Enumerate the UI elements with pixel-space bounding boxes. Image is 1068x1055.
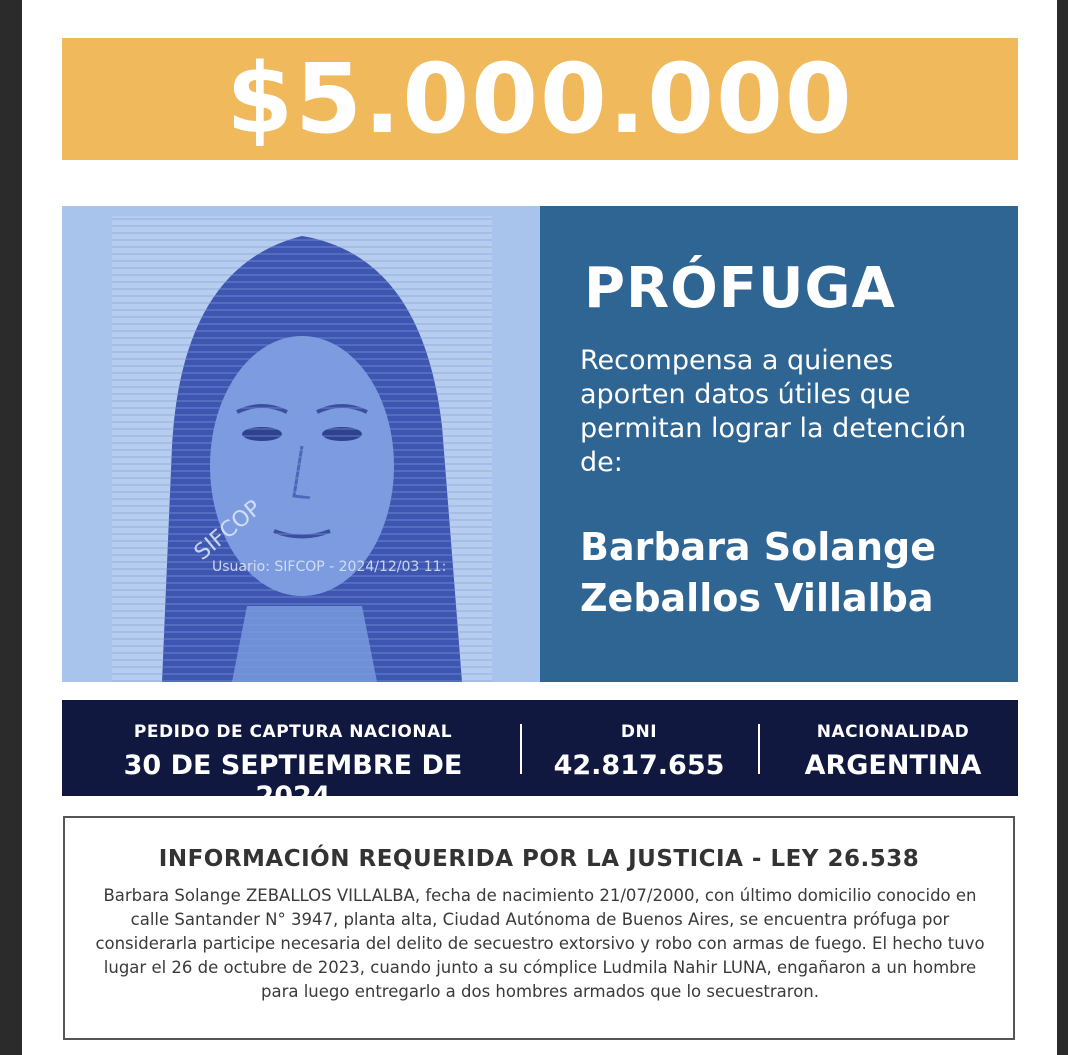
capture-order [86,700,500,812]
legal-info-box [63,816,1015,1040]
capture-label: PEDIDO DE CAPTURA NACIONAL [133,722,453,742]
name-line-1: Barbara Solange [580,525,936,569]
name-line-2: Zeballos Villalba [580,576,934,620]
capture-date: 30 DE SEPTIEMBRE DE 2024 [123,750,463,812]
suspect-photo [62,206,540,682]
nationality-label: NACIONALIDAD [816,722,970,742]
details-band [62,700,1018,812]
reward-description: Recompensa a quienes aporten datos útiles que permitan lograr la detención de: [580,345,967,478]
nationality-block [778,700,1008,796]
dni-label: DNI [620,722,658,742]
nationality-value: ARGENTINA [804,750,982,781]
status-title: PRÓFUGA [584,256,896,321]
divider [758,724,760,774]
reward-banner [62,38,1018,160]
wanted-poster [22,0,1057,1055]
divider [520,724,522,774]
watermark-line: Usuario: SIFCOP - 2024/12/03 11: [212,559,447,575]
portrait-image [62,206,540,682]
watermark-logo: SIFCOP [189,495,267,566]
legal-body: Barbara Solange ZEBALLOS VILLALBA, fecha de nacimiento 21/07/2000, con último domicilio conocido en calle Santander N° 3947, planta alta, Ciudad Autónoma de Buenos Aires, se encuentra prófuga por considerarla participe necesaria del delito de secuestro extorsivo y robo con armas de fuego. El hecho tuvo lugar el 26 de octubre de 2023, cuando junto a su cómplice Ludmila Nahir LUNA, engañaron a un hombre para luego entregarlo a dos hombres armados que lo secuestraron. [95,886,985,1001]
suspect-name [580,522,1020,624]
info-panel [540,206,1018,682]
reward-amount: $5.000.000 [226,43,854,155]
legal-heading: INFORMACIÓN REQUERIDA POR LA JUSTICIA - LEY 26.538 [158,846,920,872]
dni-block [532,700,746,796]
dni-value: 42.817.655 [553,750,725,781]
